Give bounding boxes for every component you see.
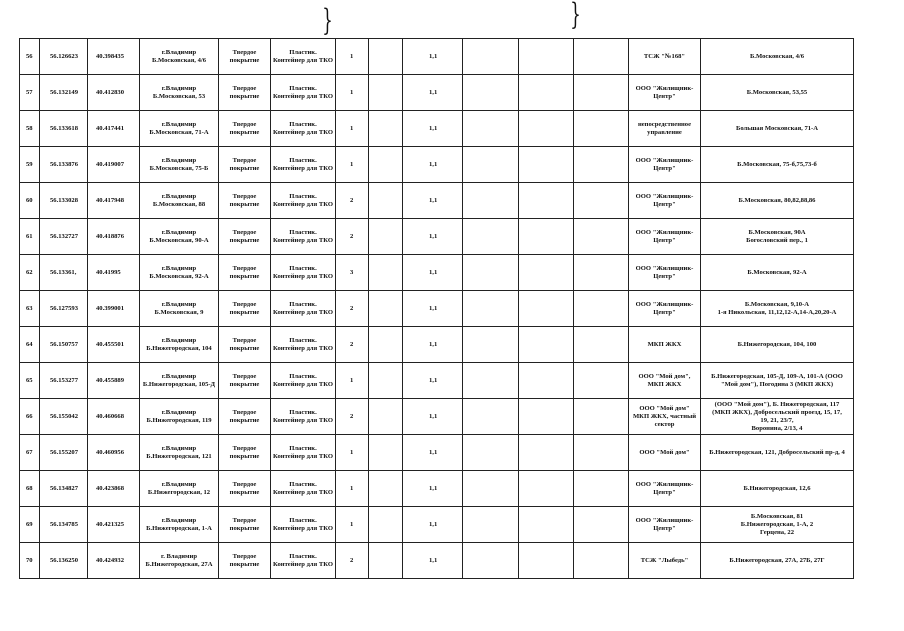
container-volume-cell: 1,1 — [403, 39, 463, 75]
served-objects-cell: Б.Московская, 9,10-А 1-я Никольская, 11,12,12-А,14-А,20,20-А — [701, 291, 854, 327]
empty-cell — [369, 291, 403, 327]
address-cell: г.Владимир Б.Нижегородская, 1-А — [140, 507, 219, 543]
row-number: 64 — [20, 327, 40, 363]
empty-cell — [574, 399, 629, 435]
surface-cell: Твердое покрытие — [219, 183, 271, 219]
surface-cell: Твердое покрытие — [219, 39, 271, 75]
row-number: 60 — [20, 183, 40, 219]
owner-cell: ТСЖ "Лыбедь" — [629, 543, 701, 579]
container-volume-cell: 1,1 — [403, 255, 463, 291]
container-volume-cell: 1,1 — [403, 435, 463, 471]
empty-cell — [463, 219, 519, 255]
empty-cell — [519, 255, 574, 291]
empty-cell — [369, 327, 403, 363]
table-row — [20, 507, 854, 543]
served-objects-cell: Б.Московская, 75-б,75,73-б — [701, 147, 854, 183]
empty-cell — [463, 471, 519, 507]
row-number: 58 — [20, 111, 40, 147]
owner-cell: ООО "Жилищник- Центр" — [629, 255, 701, 291]
container-volume-cell: 1,1 — [403, 291, 463, 327]
address-cell: г.Владимир Б.Московская, 4/6 — [140, 39, 219, 75]
container-type-cell: Пластик. Контейнер для ТКО — [271, 327, 336, 363]
longitude-cell: 40.455501 — [88, 327, 140, 363]
surface-cell: Твердое покрытие — [219, 219, 271, 255]
container-type-cell: Пластик. Контейнер для ТКО — [271, 543, 336, 579]
container-count-cell: 3 — [336, 255, 369, 291]
latitude-cell: 56.136250 — [40, 543, 88, 579]
longitude-cell: 40.423868 — [88, 471, 140, 507]
empty-cell — [369, 471, 403, 507]
container-count-cell: 1 — [336, 507, 369, 543]
address-cell: г.Владимир Б.Нижегородская, 12 — [140, 471, 219, 507]
empty-cell — [574, 543, 629, 579]
container-count-cell: 2 — [336, 183, 369, 219]
served-objects-cell: Б.Нижегородская, 104, 100 — [701, 327, 854, 363]
longitude-cell: 40.418876 — [88, 219, 140, 255]
longitude-cell: 40.419007 — [88, 147, 140, 183]
latitude-cell: 56.13361, — [40, 255, 88, 291]
longitude-cell: 40.417441 — [88, 111, 140, 147]
empty-cell — [574, 147, 629, 183]
empty-cell — [574, 219, 629, 255]
latitude-cell: 56.132149 — [40, 75, 88, 111]
table-row — [20, 471, 854, 507]
table-row — [20, 543, 854, 579]
longitude-cell: 40.398435 — [88, 39, 140, 75]
surface-cell: Твердое покрытие — [219, 111, 271, 147]
owner-cell: ООО "Мой дом" — [629, 435, 701, 471]
table-row — [20, 255, 854, 291]
surface-cell: Твердое покрытие — [219, 363, 271, 399]
latitude-cell: 56.132727 — [40, 219, 88, 255]
served-objects-cell: Б.Нижегородская, 105-Д, 109-А, 101-А (ООО "Мой дом"), Погодина 3 (МКП ЖКХ) — [701, 363, 854, 399]
container-volume-cell: 1,1 — [403, 327, 463, 363]
empty-cell — [369, 75, 403, 111]
container-count-cell: 1 — [336, 147, 369, 183]
container-volume-cell: 1,1 — [403, 471, 463, 507]
row-number: 56 — [20, 39, 40, 75]
longitude-cell: 40.455889 — [88, 363, 140, 399]
longitude-cell: 40.460956 — [88, 435, 140, 471]
owner-cell: ООО "Мой дом" МКП ЖКХ, частный сектор — [629, 399, 701, 435]
owner-cell: ООО "Жилищник- Центр" — [629, 219, 701, 255]
container-count-cell: 1 — [336, 363, 369, 399]
latitude-cell: 56.155042 — [40, 399, 88, 435]
row-number: 57 — [20, 75, 40, 111]
longitude-cell: 40.421325 — [88, 507, 140, 543]
empty-cell — [574, 75, 629, 111]
empty-cell — [519, 327, 574, 363]
container-type-cell: Пластик. Контейнер для ТКО — [271, 507, 336, 543]
served-objects-cell: Б.Нижегородская, 27А, 27Б, 27Г — [701, 543, 854, 579]
served-objects-cell: Б.Московская, 92-А — [701, 255, 854, 291]
table-row — [20, 327, 854, 363]
row-number: 69 — [20, 507, 40, 543]
empty-cell — [369, 147, 403, 183]
owner-cell: МКП ЖКХ — [629, 327, 701, 363]
surface-cell: Твердое покрытие — [219, 327, 271, 363]
bracket-mark-right: } — [570, 0, 581, 32]
container-count-cell: 2 — [336, 291, 369, 327]
address-cell: г.Владимир Б.Нижегородская, 119 — [140, 399, 219, 435]
surface-cell: Твердое покрытие — [219, 435, 271, 471]
surface-cell: Твердое покрытие — [219, 255, 271, 291]
surface-cell: Твердое покрытие — [219, 291, 271, 327]
address-cell: г.Владимир Б.Нижегородская, 121 — [140, 435, 219, 471]
served-objects-cell: Б.Московская, 81 Б.Нижегородская, 1-А, 2 Герцена, 22 — [701, 507, 854, 543]
empty-cell — [519, 291, 574, 327]
container-volume-cell: 1,1 — [403, 507, 463, 543]
surface-cell: Твердое покрытие — [219, 471, 271, 507]
empty-cell — [519, 471, 574, 507]
container-type-cell: Пластик. Контейнер для ТКО — [271, 363, 336, 399]
address-cell: г.Владимир Б.Московская, 75-Б — [140, 147, 219, 183]
empty-cell — [574, 471, 629, 507]
address-cell: г.Владимир Б.Нижегородская, 104 — [140, 327, 219, 363]
address-cell: г.Владимир Б.Нижегородская, 105-Д — [140, 363, 219, 399]
served-objects-cell: Б.Нижегородская, 12,6 — [701, 471, 854, 507]
owner-cell: ООО "Жилищник- Центр" — [629, 507, 701, 543]
address-cell: г.Владимир Б.Московская, 88 — [140, 183, 219, 219]
latitude-cell: 56.155207 — [40, 435, 88, 471]
empty-cell — [574, 507, 629, 543]
table-row — [20, 39, 854, 75]
empty-cell — [519, 111, 574, 147]
longitude-cell: 40.41995 — [88, 255, 140, 291]
longitude-cell: 40.399001 — [88, 291, 140, 327]
container-type-cell: Пластик. Контейнер для ТКО — [271, 147, 336, 183]
empty-cell — [463, 327, 519, 363]
address-cell: г. Владимир Б.Нижегородская, 27А — [140, 543, 219, 579]
table-row — [20, 75, 854, 111]
empty-cell — [574, 327, 629, 363]
latitude-cell: 56.127593 — [40, 291, 88, 327]
served-objects-cell: (ООО "Мой дом"), Б. Нижегородская, 117 (МКП ЖКХ), Добросельский проезд, 15, 17, 19, 21, 23/7, Воронина, 2/13, 4 — [701, 399, 854, 435]
surface-cell: Твердое покрытие — [219, 507, 271, 543]
container-volume-cell: 1,1 — [403, 543, 463, 579]
container-volume-cell: 1,1 — [403, 219, 463, 255]
address-cell: г.Владимир Б.Московская, 90-А — [140, 219, 219, 255]
empty-cell — [369, 255, 403, 291]
surface-cell: Твердое покрытие — [219, 399, 271, 435]
container-count-cell: 1 — [336, 471, 369, 507]
empty-cell — [369, 39, 403, 75]
container-type-cell: Пластик. Контейнер для ТКО — [271, 219, 336, 255]
owner-cell: ООО "Мой дом", МКП ЖКХ — [629, 363, 701, 399]
empty-cell — [519, 147, 574, 183]
container-volume-cell: 1,1 — [403, 363, 463, 399]
empty-cell — [574, 291, 629, 327]
owner-cell: ООО "Жилищник- Центр" — [629, 147, 701, 183]
empty-cell — [463, 183, 519, 219]
container-type-cell: Пластик. Контейнер для ТКО — [271, 183, 336, 219]
container-type-cell: Пластик. Контейнер для ТКО — [271, 435, 336, 471]
container-volume-cell: 1,1 — [403, 111, 463, 147]
empty-cell — [369, 183, 403, 219]
empty-cell — [463, 291, 519, 327]
container-count-cell: 2 — [336, 399, 369, 435]
empty-cell — [519, 39, 574, 75]
container-type-cell: Пластик. Контейнер для ТКО — [271, 39, 336, 75]
empty-cell — [369, 507, 403, 543]
empty-cell — [519, 543, 574, 579]
empty-cell — [463, 435, 519, 471]
served-objects-cell: Большая Московская, 71-А — [701, 111, 854, 147]
table-row — [20, 183, 854, 219]
empty-cell — [463, 111, 519, 147]
latitude-cell: 56.133618 — [40, 111, 88, 147]
empty-cell — [519, 507, 574, 543]
table-row — [20, 363, 854, 399]
table-row — [20, 291, 854, 327]
served-objects-cell: Б.Московская, 90А Богословский пер., 1 — [701, 219, 854, 255]
empty-cell — [519, 363, 574, 399]
empty-cell — [463, 75, 519, 111]
container-type-cell: Пластик. Контейнер для ТКО — [271, 291, 336, 327]
owner-cell: непосредственное управление — [629, 111, 701, 147]
container-volume-cell: 1,1 — [403, 75, 463, 111]
container-count-cell: 1 — [336, 111, 369, 147]
container-type-cell: Пластик. Контейнер для ТКО — [271, 111, 336, 147]
table-row — [20, 219, 854, 255]
owner-cell: ООО "Жилищник- Центр" — [629, 471, 701, 507]
address-cell: г.Владимир Б.Московская, 71-А — [140, 111, 219, 147]
empty-cell — [369, 219, 403, 255]
container-count-cell: 2 — [336, 219, 369, 255]
container-count-cell: 1 — [336, 39, 369, 75]
container-type-cell: Пластик. Контейнер для ТКО — [271, 75, 336, 111]
served-objects-cell: Б.Московская, 80,82,88,86 — [701, 183, 854, 219]
row-number: 66 — [20, 399, 40, 435]
latitude-cell: 56.134785 — [40, 507, 88, 543]
container-type-cell: Пластик. Контейнер для ТКО — [271, 471, 336, 507]
empty-cell — [574, 255, 629, 291]
row-number: 61 — [20, 219, 40, 255]
owner-cell: ТСЖ "№168" — [629, 39, 701, 75]
table-row — [20, 399, 854, 435]
row-number: 63 — [20, 291, 40, 327]
container-count-cell: 1 — [336, 75, 369, 111]
empty-cell — [519, 399, 574, 435]
empty-cell — [519, 75, 574, 111]
empty-cell — [369, 111, 403, 147]
empty-cell — [463, 543, 519, 579]
container-count-cell: 2 — [336, 327, 369, 363]
empty-cell — [369, 435, 403, 471]
surface-cell: Твердое покрытие — [219, 147, 271, 183]
table-row — [20, 435, 854, 471]
empty-cell — [463, 399, 519, 435]
empty-cell — [574, 363, 629, 399]
table-row — [20, 111, 854, 147]
empty-cell — [369, 363, 403, 399]
container-volume-cell: 1,1 — [403, 183, 463, 219]
row-number: 65 — [20, 363, 40, 399]
address-cell: г.Владимир Б.Московская, 9 — [140, 291, 219, 327]
empty-cell — [574, 111, 629, 147]
served-objects-cell: Б.Нижегородская, 121, Добросельский пр-д, 4 — [701, 435, 854, 471]
empty-cell — [369, 399, 403, 435]
longitude-cell: 40.424932 — [88, 543, 140, 579]
empty-cell — [463, 147, 519, 183]
empty-cell — [369, 543, 403, 579]
owner-cell: ООО "Жилищник- Центр" — [629, 183, 701, 219]
address-cell: г.Владимир Б.Московская, 53 — [140, 75, 219, 111]
empty-cell — [519, 183, 574, 219]
empty-cell — [463, 255, 519, 291]
latitude-cell: 56.153277 — [40, 363, 88, 399]
container-sites-table — [19, 38, 854, 579]
empty-cell — [463, 39, 519, 75]
container-type-cell: Пластик. Контейнер для ТКО — [271, 255, 336, 291]
container-count-cell: 1 — [336, 435, 369, 471]
surface-cell: Твердое покрытие — [219, 75, 271, 111]
latitude-cell: 56.126623 — [40, 39, 88, 75]
latitude-cell: 56.133876 — [40, 147, 88, 183]
row-number: 62 — [20, 255, 40, 291]
container-volume-cell: 1,1 — [403, 147, 463, 183]
longitude-cell: 40.417948 — [88, 183, 140, 219]
latitude-cell: 56.133028 — [40, 183, 88, 219]
container-type-cell: Пластик. Контейнер для ТКО — [271, 399, 336, 435]
row-number: 67 — [20, 435, 40, 471]
served-objects-cell: Б.Московская, 4/6 — [701, 39, 854, 75]
latitude-cell: 56.134827 — [40, 471, 88, 507]
row-number: 70 — [20, 543, 40, 579]
empty-cell — [574, 183, 629, 219]
empty-cell — [463, 507, 519, 543]
owner-cell: ООО "Жилищник- Центр" — [629, 291, 701, 327]
served-objects-cell: Б.Московская, 53,55 — [701, 75, 854, 111]
empty-cell — [574, 39, 629, 75]
longitude-cell: 40.412830 — [88, 75, 140, 111]
row-number: 68 — [20, 471, 40, 507]
owner-cell: ООО "Жилищник- Центр" — [629, 75, 701, 111]
empty-cell — [574, 435, 629, 471]
row-number: 59 — [20, 147, 40, 183]
container-count-cell: 2 — [336, 543, 369, 579]
container-volume-cell: 1,1 — [403, 399, 463, 435]
address-cell: г.Владимир Б.Московская, 92-А — [140, 255, 219, 291]
empty-cell — [463, 363, 519, 399]
longitude-cell: 40.460668 — [88, 399, 140, 435]
surface-cell: Твердое покрытие — [219, 543, 271, 579]
latitude-cell: 56.150757 — [40, 327, 88, 363]
table-row — [20, 147, 854, 183]
table-body — [20, 39, 854, 579]
bracket-mark-left: } — [322, 3, 333, 38]
empty-cell — [519, 435, 574, 471]
empty-cell — [519, 219, 574, 255]
